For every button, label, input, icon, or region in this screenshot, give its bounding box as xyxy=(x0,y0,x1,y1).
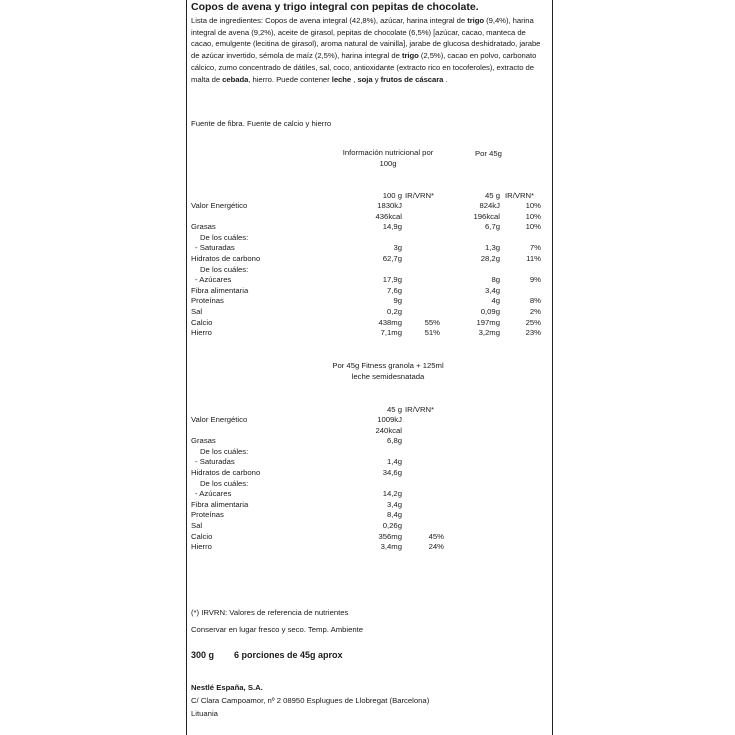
nutrient-label: De los cuáles: xyxy=(200,232,249,242)
value-per-100g: 62,7g xyxy=(382,254,402,263)
ingredients-text: (2,5%), cacao en polvo, carbonato cálcico, zumo concentrado de dátiles, sal, coco, antioxidante (extracto rico en tocoferoles), extracto de malta de xyxy=(191,51,537,84)
ingredients-text: y xyxy=(372,74,381,84)
nutrient-label: - Saturadas xyxy=(195,243,235,253)
nutrient-label: Valor Energético xyxy=(191,201,248,210)
nutrient-label: - Azúcares xyxy=(195,275,232,285)
ingredients-text: , xyxy=(351,74,358,84)
value-per-45g-with-milk: 8,4g xyxy=(387,510,402,520)
table1-col-irvrn-b: IR/VRN* xyxy=(505,191,535,200)
value-per-45g: 3,2mg xyxy=(478,328,500,338)
nutrient-label: Hidratos de carbono xyxy=(191,254,261,263)
irvrn-per-45g: 9% xyxy=(529,275,541,285)
value-per-45g: 8g xyxy=(491,275,500,285)
allergen: trigo xyxy=(401,51,419,61)
product-title: Copos de avena y trigo integral con pepitas de chocolate. xyxy=(191,1,479,13)
nutrient-label: Sal xyxy=(191,307,203,316)
value-per-100g: 0,2g xyxy=(387,307,402,316)
portions: 6 porciones de 45g aprox xyxy=(234,650,343,660)
value-per-45g: 1,3g xyxy=(485,243,500,253)
table1-col-irvrn-a: IR/VRN* xyxy=(405,191,435,200)
value-per-100g: 3g xyxy=(393,243,402,253)
irvrn-per-100g: 51% xyxy=(424,328,440,338)
ingredients-text: . xyxy=(443,74,448,84)
value-per-100g: 436kcal xyxy=(375,211,402,221)
ingredients-list xyxy=(191,15,549,85)
value-per-45g: 6,7g xyxy=(485,222,500,232)
allergen: frutos de cáscara xyxy=(380,74,444,84)
value-per-100g: 9g xyxy=(393,296,402,306)
irvrn-with-milk: 24% xyxy=(428,542,444,552)
table1-header-100g: Información nutricional por 100g xyxy=(342,148,434,168)
value-per-45g-with-milk: 1009kJ xyxy=(377,415,402,424)
value-per-45g: 196kcal xyxy=(473,211,500,221)
irvrn-per-45g: 8% xyxy=(529,296,541,306)
value-per-45g-with-milk: 1,4g xyxy=(387,457,402,467)
storage-note: Conservar en lugar fresco y seco. Temp. Ambiente xyxy=(191,625,364,634)
value-per-45g: 824kJ xyxy=(479,201,500,210)
nutrient-label: Calcio xyxy=(191,531,213,541)
ingredients-text: Lista de ingredientes: Copos de avena integral (42,8%), azúcar, harina integral de xyxy=(191,16,468,25)
allergen: leche xyxy=(331,74,352,84)
footnote: (*) IRVRN: Valores de referencia de nutrientes xyxy=(191,608,349,617)
nutrient-label: Grasas xyxy=(191,222,216,232)
irvrn-per-45g: 10% xyxy=(525,211,541,221)
nutrient-label: De los cuáles: xyxy=(200,446,249,456)
value-per-100g: 17,9g xyxy=(382,275,402,285)
table1-header-45g: Por 45g xyxy=(475,149,502,158)
irvrn-per-45g: 2% xyxy=(529,307,541,316)
irvrn-per-45g: 11% xyxy=(526,254,541,263)
value-per-100g: 438mg xyxy=(378,317,402,327)
nutrient-label: - Azúcares xyxy=(195,489,232,499)
company-address: C/ Clara Campoamor, nº 2 08950 Esplugues de Llobregat (Barcelona) xyxy=(191,696,430,705)
nutrient-label: Sal xyxy=(191,521,203,530)
value-per-45g-with-milk: 34,6g xyxy=(382,468,402,477)
irvrn-per-45g: 10% xyxy=(525,222,541,232)
company-name: Nestlé España, S.A. xyxy=(191,683,263,692)
irvrn-per-45g: 7% xyxy=(529,243,541,253)
table1-col-45g: 45 g xyxy=(485,191,500,200)
nutrient-label: Proteínas xyxy=(191,296,224,306)
nutrient-label: Fibra alimentaria xyxy=(191,499,249,509)
fibre-claim: Fuente de fibra. Fuente de calcio y hierro xyxy=(191,119,332,128)
net-weight: 300 g xyxy=(191,650,215,660)
table2-col-irvrn: IR/VRN* xyxy=(405,405,435,414)
irvrn-with-milk: 45% xyxy=(428,531,444,541)
value-per-45g-with-milk: 3,4mg xyxy=(380,542,402,552)
nutrient-label: Proteínas xyxy=(191,510,224,520)
value-per-100g: 14,9g xyxy=(382,222,402,232)
nutrient-label: Hidratos de carbono xyxy=(191,468,261,477)
nutrient-label: Hierro xyxy=(191,328,212,338)
irvrn-per-45g: 25% xyxy=(525,317,541,327)
nutrient-label: Grasas xyxy=(191,436,216,446)
allergen: cebada xyxy=(222,74,249,84)
irvrn-per-45g: 23% xyxy=(525,328,541,338)
value-per-45g-with-milk: 0,26g xyxy=(382,521,402,530)
value-per-45g: 4g xyxy=(491,296,500,306)
nutrient-label: Hierro xyxy=(191,542,212,552)
irvrn-per-45g: 10% xyxy=(525,201,541,210)
table2-col-45g: 45 g xyxy=(387,405,402,414)
nutrient-label: De los cuáles: xyxy=(200,478,249,488)
country-of-origin: Lituania xyxy=(191,709,218,718)
nutrient-label: De los cuáles: xyxy=(200,264,249,274)
allergen: soja xyxy=(357,74,373,84)
irvrn-per-100g: 55% xyxy=(424,317,440,327)
value-per-45g-with-milk: 3,4g xyxy=(387,499,402,509)
value-per-100g: 7,6g xyxy=(387,285,402,295)
nutrient-label: - Saturadas xyxy=(195,457,235,467)
value-per-45g-with-milk: 14,2g xyxy=(382,489,402,499)
value-per-45g-with-milk: 356mg xyxy=(378,531,402,541)
value-per-100g: 1830kJ xyxy=(377,201,402,210)
value-per-45g-with-milk: 240kcal xyxy=(375,425,402,435)
value-per-45g-with-milk: 6,8g xyxy=(387,436,402,446)
nutrient-label: Calcio xyxy=(191,317,213,327)
table2-header: Por 45g Fitness granola + 125ml leche semidesnatada xyxy=(332,361,444,381)
table1-col-100g: 100 g xyxy=(382,191,402,200)
nutrient-label: Fibra alimentaria xyxy=(191,285,249,295)
allergen: trigo xyxy=(467,16,485,25)
ingredients-text: (9,4%), harina integral de avena (9,2%), aceite de girasol, pepitas de chocolate (6,5%) [azúcar, cacao, manteca de cacao, emulgente (lecitina de girasol), aroma natural de vainilla], jarabe de glucosa deshidratado, jarabe de azúcar invertido, sémola de maíz (2,5%), harina integral de xyxy=(191,16,541,61)
ingredients-text: , hierro. Puede contener xyxy=(248,74,332,84)
value-per-100g: 7,1mg xyxy=(380,328,402,338)
value-per-45g: 28,2g xyxy=(480,254,500,263)
value-per-45g: 3,4g xyxy=(485,285,500,295)
value-per-45g: 0,09g xyxy=(480,307,500,316)
nutrient-label: Valor Energético xyxy=(191,415,248,424)
value-per-45g: 197mg xyxy=(476,317,500,327)
